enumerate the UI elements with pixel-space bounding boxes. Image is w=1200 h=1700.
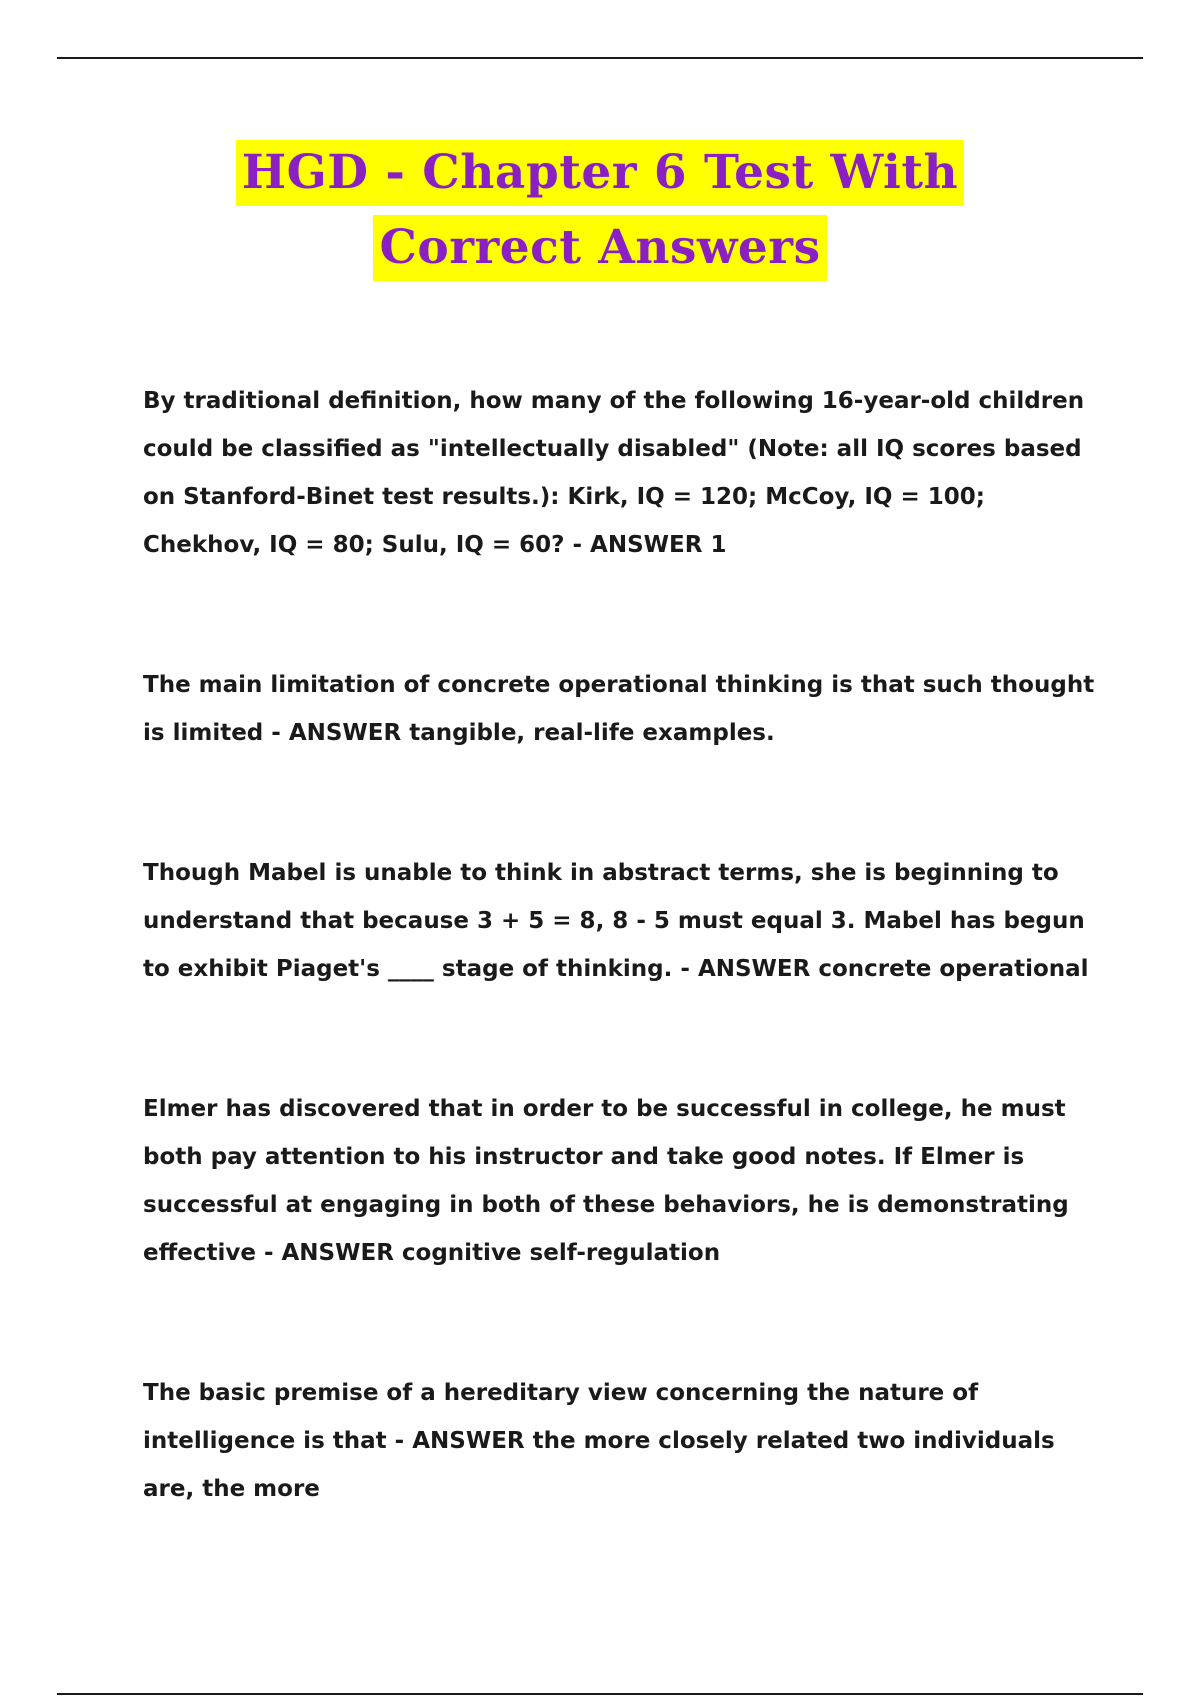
- question-list: [143, 377, 1103, 1605]
- question-item: Elmer has discovered that in order to be successful in college, he must both pay attention to his instructor and take good notes. If Elmer is successful at engaging in both of these behaviors, he is demonstrating effective - ANSWER cognitive self-regulation: [143, 1096, 1069, 1266]
- question-item: Though Mabel is unable to think in abstract terms, she is beginning to understand that because 3 + 5 = 8, 8 - 5 must equal 3. Mabel has begun to exhibit Piaget's ____ stage of thinking. - ANSWER concrete operational: [143, 860, 1089, 982]
- document-title: [0, 140, 1200, 281]
- title-line-2: Correct Answers: [373, 215, 826, 281]
- question-item: The basic premise of a hereditary view concerning the nature of intelligence is that - ANSWER the more closely related two individuals are, the more: [143, 1380, 1055, 1502]
- question-item: By traditional definition, how many of the following 16-year-old children could be classified as "intellectually disabled" (Note: all IQ scores based on Stanford-Binet test results.): Kirk, IQ = 120; McCoy, IQ = 100; Chekhov, IQ = 80; Sulu, IQ = 60? - ANSWER 1: [143, 388, 1085, 558]
- bottom-rule: [57, 1693, 1143, 1695]
- question-item: The main limitation of concrete operational thinking is that such thought is limited - ANSWER tangible, real-life examples.: [143, 672, 1095, 746]
- top-rule: [57, 57, 1143, 59]
- title-line-1: HGD - Chapter 6 Test With: [236, 140, 964, 206]
